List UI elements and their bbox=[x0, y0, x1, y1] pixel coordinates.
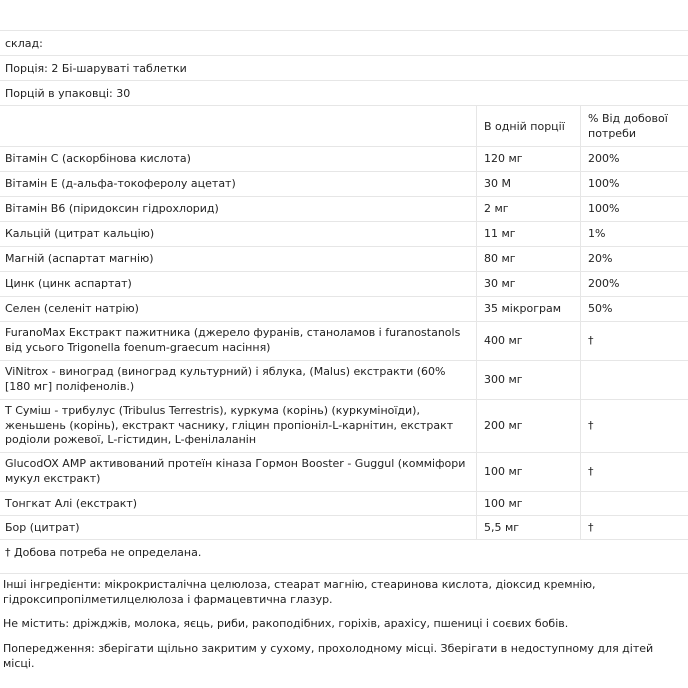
ingredient-amount: 5,5 мг bbox=[484, 521, 520, 534]
composition-row bbox=[0, 31, 688, 56]
ingredient-daily-value: 100% bbox=[588, 202, 620, 215]
ingredient-daily-value: 50% bbox=[588, 302, 613, 315]
ingredient-name: Кальцій (цитрат кальцію) bbox=[5, 227, 155, 240]
ingredient-name: Вітамін C (аскорбінова кислота) bbox=[5, 152, 191, 165]
ingredient-name: Тонгкат Алі (екстракт) bbox=[5, 497, 138, 510]
footnote-row bbox=[0, 540, 688, 565]
ingredient-name: Вітамін E (д-альфа-токоферолу ацетат) bbox=[5, 177, 236, 190]
ingredient-daily-value: 1% bbox=[588, 227, 606, 240]
ingredient-daily-value: † bbox=[588, 465, 594, 478]
ingredient-daily-value: 20% bbox=[588, 252, 613, 265]
serving-size-row bbox=[0, 56, 688, 81]
ingredient-daily-value: † bbox=[588, 334, 594, 347]
ingredient-daily-value: † bbox=[588, 521, 594, 534]
servings-per-container: Порцій в упаковці: 30 bbox=[5, 87, 131, 100]
ingredient-daily-value: 200% bbox=[588, 152, 620, 165]
warnings: Попередження: зберігати щільно закритим у сухому, прохолодному місці. Зберігати в недоступному для дітей місці. bbox=[3, 642, 654, 670]
ingredient-amount: 120 мг bbox=[484, 152, 523, 165]
column-header-daily-value: % Від добової потреби bbox=[588, 112, 668, 140]
ingredient-amount: 200 мг bbox=[484, 419, 523, 432]
serving-size: Порція: 2 Бі-шаруваті таблетки bbox=[5, 62, 187, 75]
ingredient-amount: 11 мг bbox=[484, 227, 516, 240]
ingredient-name: Бор (цитрат) bbox=[5, 521, 80, 534]
table-row bbox=[0, 492, 688, 516]
ingredient-amount: 100 мг bbox=[484, 465, 523, 478]
table-row bbox=[0, 247, 688, 272]
ingredient-amount: 400 мг bbox=[484, 334, 523, 347]
ingredient-amount: 30 М bbox=[484, 177, 511, 190]
ingredient-amount: 100 мг bbox=[484, 497, 523, 510]
ingredient-amount: 80 мг bbox=[484, 252, 516, 265]
ingredient-name: GlucodOX AMP активований протеїн кіназа Гормон Booster - Guggul (комміфори мукул екстракт) bbox=[5, 457, 466, 485]
footnote: † Добова потреба не определана. bbox=[5, 546, 202, 559]
ingredient-daily-value: 100% bbox=[588, 177, 620, 190]
table-row bbox=[0, 272, 688, 297]
table-row bbox=[0, 453, 688, 492]
table-row bbox=[0, 172, 688, 197]
ingredient-name: Цинк (цинк аспартат) bbox=[5, 277, 132, 290]
table-row bbox=[0, 516, 688, 540]
ingredient-amount: 300 мг bbox=[484, 373, 523, 386]
composition-label: склад: bbox=[5, 37, 43, 50]
servings-per-container-row bbox=[0, 81, 688, 106]
ingredient-name: T Суміш - трибулус (Tribulus Terrestris), куркума (корінь) (куркуміноїди), женьшень (корінь), екстракт часнику, гліцин пропіоніл-L-карнітин, екстракт родіоли рожевої, L-гістидин, L-фенілаланін bbox=[5, 404, 454, 446]
table-row bbox=[0, 147, 688, 172]
ingredient-amount: 30 мг bbox=[484, 277, 516, 290]
table-header-row bbox=[0, 106, 688, 147]
table-row bbox=[0, 297, 688, 322]
table-row bbox=[0, 222, 688, 247]
ingredient-daily-value: † bbox=[588, 419, 594, 432]
ingredient-name: Вітамін B6 (піридоксин гідрохлорид) bbox=[5, 202, 219, 215]
ingredient-name: ViNitrox - виноград (виноград культурний) і яблука, (Malus) екстракти (60% [180 мг] поліфенолів.) bbox=[5, 365, 446, 393]
other-ingredients: Інші інгредієнти: мікрокристалічна целюлоза, стеарат магнію, стеаринова кислота, діоксид кремнію, гідроксипропілметилцелюлоза і фармацевтична глазур. bbox=[3, 578, 596, 606]
ingredient-daily-value: 200% bbox=[588, 277, 620, 290]
ingredient-name: Селен (селеніт натрію) bbox=[5, 302, 139, 315]
table-row bbox=[0, 361, 688, 400]
does-not-contain: Не містить: дріжджів, молока, яєць, риби, ракоподібних, горіхів, арахісу, пшениці і соєвих бобів. bbox=[3, 617, 569, 630]
ingredient-name: Магній (аспартат магнію) bbox=[5, 252, 154, 265]
table-row bbox=[0, 400, 688, 453]
table-row bbox=[0, 322, 688, 361]
column-header-per-serving: В одній порції bbox=[484, 120, 565, 133]
ingredient-amount: 2 мг bbox=[484, 202, 509, 215]
ingredient-name: FuranoMax Екстракт пажитника (джерело фуранів, станоламов і furanostanols від усього Trigonella foenum-graecum насіння) bbox=[5, 326, 461, 354]
table-row bbox=[0, 197, 688, 222]
section-divider bbox=[0, 573, 688, 574]
ingredient-amount: 35 мікрограм bbox=[484, 302, 562, 315]
